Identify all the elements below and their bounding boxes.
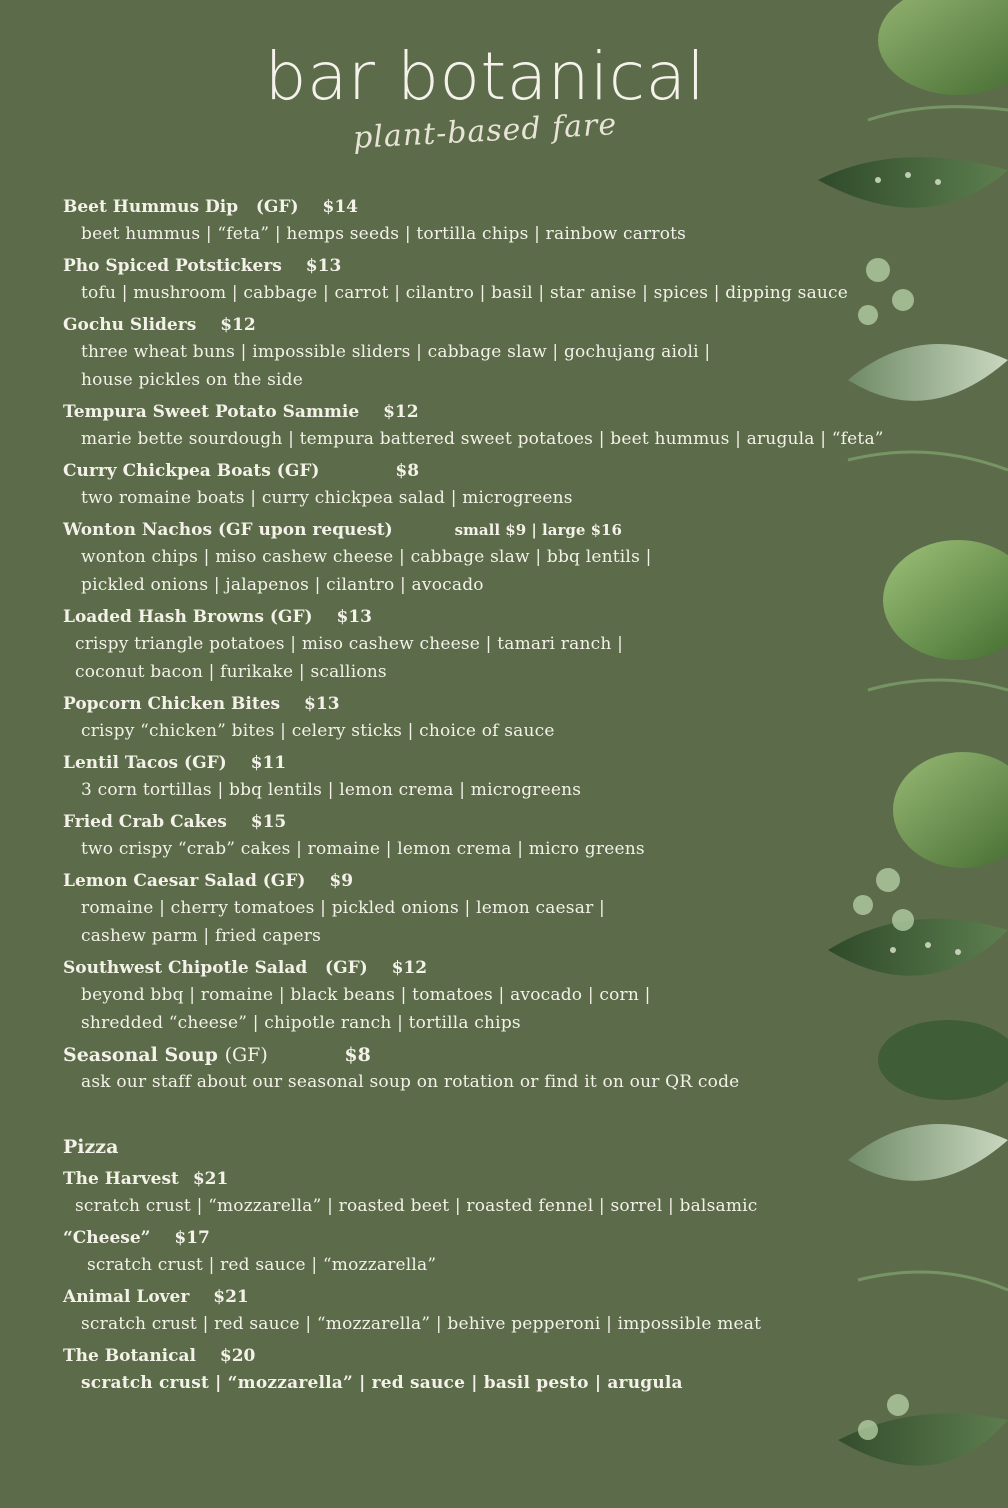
item-name: “Cheese” xyxy=(63,1228,151,1248)
pizza-section-title: Pizza xyxy=(63,1136,119,1158)
menu-item-fried-crab-cakes xyxy=(63,809,863,863)
item-description: beet hummus | “feta” | hemps seeds | tortilla chips | rainbow carrots xyxy=(81,224,687,244)
item-description: tofu | mushroom | cabbage | carrot | cilantro | basil | star anise | spices | dipping sauce xyxy=(81,283,849,303)
pizza-item-animal-lover xyxy=(63,1284,863,1338)
item-name: Gochu Sliders xyxy=(63,315,197,335)
menu-item-lemon-caesar-salad xyxy=(63,868,863,950)
item-description: romaine | cherry tomatoes | pickled onions | lemon caesar | xyxy=(81,898,605,918)
item-name: Curry Chickpea Boats (GF) xyxy=(63,461,320,481)
item-heading xyxy=(63,458,863,484)
menu-item-seasonal-soup xyxy=(63,1042,863,1096)
item-price: small $9 | large $16 xyxy=(454,521,622,539)
item-description: ask our staff about our seasonal soup on rotation or find it on our QR code xyxy=(81,1072,740,1092)
item-description: house pickles on the side xyxy=(81,370,304,390)
menu-item-tempura-sweet-potato-sammie xyxy=(63,399,884,453)
item-description: pickled onions | jalapenos | cilantro | avocado xyxy=(81,575,484,595)
item-description: scratch crust | red sauce | “mozzarella” xyxy=(87,1255,437,1275)
item-name: Seasonal Soup xyxy=(63,1044,218,1066)
brand-title: bar botanical xyxy=(264,38,706,115)
item-heading xyxy=(63,517,863,543)
item-tag: (GF) xyxy=(255,197,299,217)
item-price: $21 xyxy=(192,1169,229,1189)
item-price: $9 xyxy=(329,871,354,891)
item-price: $21 xyxy=(213,1287,249,1307)
menu-item-lentil-tacos xyxy=(63,750,863,804)
item-description: scratch crust | “mozzarella” | roasted beet | roasted fennel | sorrel | balsamic xyxy=(75,1196,758,1216)
item-name: Pho Spiced Potstickers xyxy=(63,256,282,276)
item-description: 3 corn tortillas | bbq lentils | lemon crema | microgreens xyxy=(81,780,582,800)
item-description: shredded “cheese” | chipotle ranch | tortilla chips xyxy=(81,1013,521,1033)
item-description: scratch crust | “mozzarella” | red sauce | basil pesto | arugula xyxy=(81,1373,683,1393)
item-price: $12 xyxy=(383,402,419,422)
item-description: two crispy “crab” cakes | romaine | lemon crema | micro greens xyxy=(81,839,645,859)
item-name: The Harvest xyxy=(63,1169,179,1189)
item-name: Tempura Sweet Potato Sammie xyxy=(63,402,360,422)
item-description: crispy “chicken” bites | celery sticks | choice of sauce xyxy=(81,721,555,741)
item-heading xyxy=(63,312,863,338)
item-tag: (GF) xyxy=(224,1044,268,1066)
item-heading xyxy=(63,194,863,220)
item-price: $15 xyxy=(250,812,287,832)
item-price: $11 xyxy=(250,753,287,773)
item-price: $13 xyxy=(305,256,342,276)
item-name: Southwest Chipotle Salad xyxy=(63,958,308,978)
menu-item-popcorn-chicken-bites xyxy=(63,691,863,745)
item-heading xyxy=(63,955,863,981)
item-heading xyxy=(63,253,863,279)
menu-item-wonton-nachos xyxy=(63,517,863,599)
item-price: $8 xyxy=(395,461,420,481)
item-description: two romaine boats | curry chickpea salad | microgreens xyxy=(81,488,573,508)
menu-item-gochu-sliders xyxy=(63,312,863,394)
menu-item-southwest-chipotle-salad xyxy=(63,955,863,1037)
menu xyxy=(63,194,884,1402)
item-heading xyxy=(63,1343,863,1369)
pizza-item-the-harvest xyxy=(63,1166,863,1220)
pizza-item-the-botanical xyxy=(63,1343,863,1397)
item-description: scratch crust | red sauce | “mozzarella” | behive pepperoni | impossible meat xyxy=(81,1314,762,1334)
item-price: $12 xyxy=(391,958,428,978)
item-price: $8 xyxy=(344,1044,371,1066)
item-description: marie bette sourdough | tempura battered sweet potatoes | beet hummus | arugula | “feta” xyxy=(81,429,884,449)
pizza-item-cheese xyxy=(63,1225,863,1279)
item-description: beyond bbq | romaine | black beans | tomatoes | avocado | corn | xyxy=(81,985,651,1005)
item-name: Animal Lover xyxy=(63,1287,190,1307)
item-heading xyxy=(63,868,863,894)
item-price: $14 xyxy=(322,197,358,217)
item-description: wonton chips | miso cashew cheese | cabbage slaw | bbq lentils | xyxy=(81,547,652,567)
item-heading xyxy=(63,1166,863,1192)
item-name: Lentil Tacos (GF) xyxy=(63,753,227,773)
menu-item-beet-hummus-dip xyxy=(63,194,863,248)
item-heading xyxy=(63,399,863,425)
item-heading xyxy=(63,691,863,717)
item-heading xyxy=(63,1225,863,1251)
item-name: Loaded Hash Browns (GF) xyxy=(63,607,313,627)
logo xyxy=(0,38,970,156)
item-heading xyxy=(63,1284,863,1310)
item-heading xyxy=(63,604,863,630)
item-name: Beet Hummus Dip xyxy=(63,197,239,217)
item-name: The Botanical xyxy=(63,1346,196,1366)
item-name: Fried Crab Cakes xyxy=(63,812,227,832)
item-heading xyxy=(63,750,863,776)
item-tag: (GF) xyxy=(325,958,368,978)
item-price: $13 xyxy=(304,694,340,714)
item-description: cashew parm | fried capers xyxy=(81,926,321,946)
item-price: $17 xyxy=(174,1228,210,1248)
item-heading xyxy=(63,809,863,835)
menu-item-loaded-hash-browns xyxy=(63,604,863,686)
item-name: Wonton Nachos (GF upon request) xyxy=(63,520,393,540)
brand-subtitle: plant-based fare xyxy=(352,107,618,156)
menu-item-curry-chickpea-boats xyxy=(63,458,863,512)
item-price: $20 xyxy=(219,1346,256,1366)
item-name: Lemon Caesar Salad (GF) xyxy=(63,871,306,891)
item-name: Popcorn Chicken Bites xyxy=(63,694,281,714)
item-description: crispy triangle potatoes | miso cashew cheese | tamari ranch | xyxy=(75,634,624,654)
item-description: three wheat buns | impossible sliders | cabbage slaw | gochujang aioli | xyxy=(81,342,711,362)
item-price: $13 xyxy=(336,607,372,627)
menu-item-pho-spiced-potstickers xyxy=(63,253,863,307)
item-heading xyxy=(63,1042,863,1068)
item-description: coconut bacon | furikake | scallions xyxy=(75,662,387,682)
item-price: $12 xyxy=(220,315,256,335)
